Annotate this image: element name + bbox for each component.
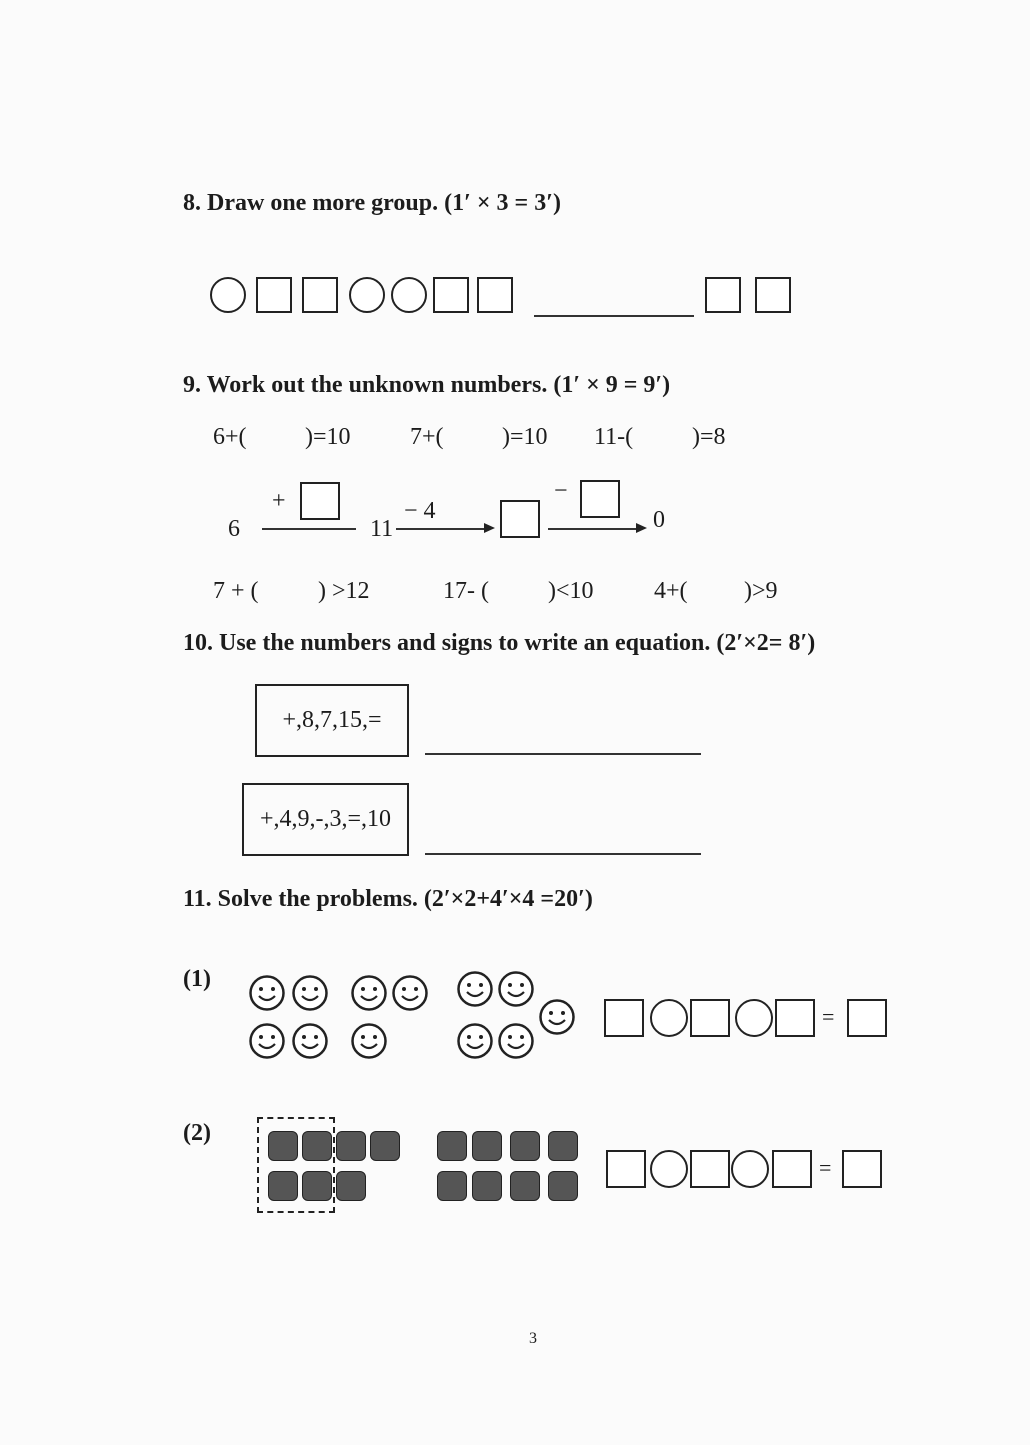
page-number: 3 — [529, 1330, 537, 1347]
q9-row1-item: 11-( — [594, 424, 634, 450]
shaded-tile — [336, 1171, 366, 1201]
q9-row3-item: ) >12 — [318, 578, 370, 604]
chain-mid-number: 11 — [370, 516, 394, 542]
shaded-tile — [370, 1131, 400, 1161]
answer-blank[interactable] — [425, 753, 701, 755]
square-shape — [477, 277, 513, 313]
operator-circle[interactable] — [650, 1150, 688, 1188]
smiley-face-icon — [456, 970, 494, 1008]
q9-row3-item: )>9 — [744, 578, 778, 604]
square-shape — [302, 277, 338, 313]
q11-heading: 11. Solve the problems. (2′×2+4′×4 =20′) — [183, 886, 593, 912]
shaded-tile — [336, 1131, 366, 1161]
q9-row1-item: )=10 — [502, 424, 548, 450]
shaded-tile — [268, 1171, 298, 1201]
shaded-tile — [437, 1171, 467, 1201]
chain-end-number: 0 — [653, 507, 665, 533]
smiley-face-icon — [291, 1022, 329, 1060]
q9-row3-item: 7 + ( — [213, 578, 259, 604]
smiley-face-icon — [456, 1022, 494, 1060]
equals-sign: = — [822, 1004, 835, 1029]
shaded-tile — [472, 1131, 502, 1161]
answer-box[interactable] — [775, 999, 815, 1037]
circle-shape — [210, 277, 246, 313]
smiley-face-icon — [350, 974, 388, 1012]
shaded-tile — [302, 1171, 332, 1201]
q9-row3-item: 17- ( — [443, 578, 489, 604]
q11-p2-label: (2) — [183, 1120, 211, 1146]
answer-blank[interactable] — [425, 853, 701, 855]
arrow-line — [548, 528, 640, 530]
arrow-line — [396, 528, 488, 530]
answer-box[interactable] — [606, 1150, 646, 1188]
answer-box[interactable] — [690, 1150, 730, 1188]
chain-plus-sign: + — [272, 488, 286, 514]
answer-box[interactable] — [847, 999, 887, 1037]
square-shape — [433, 277, 469, 313]
q9-row3-item: )<10 — [548, 578, 594, 604]
answer-box[interactable] — [580, 480, 620, 518]
answer-box[interactable] — [842, 1150, 882, 1188]
q10-box-1: +,8,7,15,= — [255, 684, 409, 757]
answer-box[interactable] — [772, 1150, 812, 1188]
q9-row1-item: 6+( — [213, 424, 247, 450]
shaded-tile — [548, 1131, 578, 1161]
shaded-tile — [268, 1131, 298, 1161]
q9-heading: 9. Work out the unknown numbers. (1′ × 9 = 9′) — [183, 372, 671, 398]
chain-minus-four: − 4 — [404, 498, 436, 524]
answer-box[interactable] — [604, 999, 644, 1037]
smiley-face-icon — [538, 998, 576, 1036]
smiley-face-icon — [350, 1022, 388, 1060]
q9-row1-item: )=8 — [692, 424, 726, 450]
equals-sign: = — [819, 1155, 832, 1180]
circle-shape — [391, 277, 427, 313]
q9-row3-item: 4+( — [654, 578, 688, 604]
q8-heading: 8. Draw one more group. (1′ × 3 = 3′) — [183, 190, 561, 216]
q9-row1-item: 7+( — [410, 424, 444, 450]
square-shape — [705, 277, 741, 313]
circle-shape — [349, 277, 385, 313]
smiley-face-icon — [248, 1022, 286, 1060]
operator-circle[interactable] — [650, 999, 688, 1037]
chain-minus-sign: − — [554, 478, 568, 504]
square-shape — [256, 277, 292, 313]
q10-box-2: +,4,9,-,3,=,10 — [242, 783, 409, 856]
shaded-tile — [437, 1131, 467, 1161]
shaded-tile — [510, 1131, 540, 1161]
q10-heading: 10. Use the numbers and signs to write an equation. (2′×2= 8′) — [183, 630, 816, 656]
chain-start-number: 6 — [228, 516, 240, 542]
smiley-face-icon — [391, 974, 429, 1012]
q9-row1-item: )=10 — [305, 424, 351, 450]
operator-circle[interactable] — [735, 999, 773, 1037]
q11-p1-label: (1) — [183, 966, 211, 992]
square-shape — [755, 277, 791, 313]
shaded-tile — [472, 1171, 502, 1201]
shaded-tile — [510, 1171, 540, 1201]
smiley-face-icon — [248, 974, 286, 1012]
shaded-tile — [548, 1171, 578, 1201]
answer-box[interactable] — [500, 500, 540, 538]
arrow-head-icon — [484, 522, 496, 534]
arrow-line — [262, 528, 356, 530]
answer-box[interactable] — [690, 999, 730, 1037]
answer-box[interactable] — [300, 482, 340, 520]
smiley-face-icon — [497, 970, 535, 1008]
shaded-tile — [302, 1131, 332, 1161]
answer-blank[interactable] — [534, 315, 694, 317]
arrow-head-icon — [636, 522, 648, 534]
operator-circle[interactable] — [731, 1150, 769, 1188]
smiley-face-icon — [291, 974, 329, 1012]
smiley-face-icon — [497, 1022, 535, 1060]
